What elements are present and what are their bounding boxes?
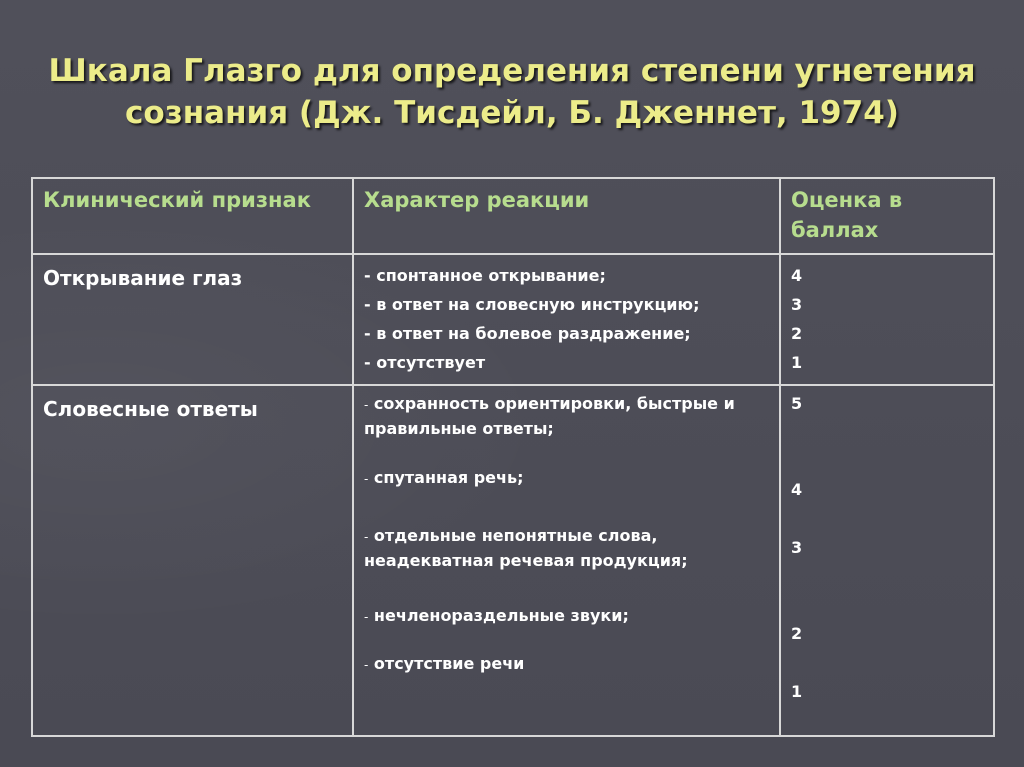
table-row-verbal-response <box>32 385 994 736</box>
score-value: 2 <box>791 324 803 343</box>
slide-title-line-1: Шкала Глазго для определения степени угнетения <box>48 53 976 89</box>
reaction-list-eye-opening <box>353 254 780 385</box>
table-row-eye-opening <box>32 254 994 385</box>
score-value: 1 <box>791 353 803 372</box>
reaction-item: - в ответ на болевое раздражение; <box>364 324 691 343</box>
row-sign-verbal-response: Словесные ответы <box>32 385 353 736</box>
reaction-item <box>364 508 769 594</box>
reaction-dash: - <box>364 472 369 486</box>
reaction-dash: - <box>364 398 369 412</box>
reaction-item <box>364 392 769 450</box>
reaction-dash: - <box>364 530 369 544</box>
reaction-text: нечленораздельные звуки; <box>373 606 629 625</box>
reaction-item <box>364 652 769 677</box>
reaction-item <box>364 450 769 508</box>
score-value: 2 <box>791 624 803 643</box>
reaction-item: - отсутствует <box>364 353 486 372</box>
reaction-dash: - <box>364 610 369 624</box>
reaction-text: сохранность ориентировки, быстрые и правильные ответы; <box>364 394 735 438</box>
header-clinical-sign: Клинический признак <box>32 178 353 254</box>
slide-title-line-2: сознания (Дж. Тисдейл, Б. Дженнет, 1974) <box>125 95 899 131</box>
reaction-dash: - <box>364 658 369 672</box>
score-value: 4 <box>791 266 803 285</box>
reaction-item <box>364 594 769 652</box>
slide-title <box>40 50 984 134</box>
reaction-list-verbal-response <box>353 385 780 736</box>
score-value: 1 <box>791 682 803 701</box>
header-reaction-type: Характер реакции <box>353 178 780 254</box>
score-list-eye-opening <box>780 254 994 385</box>
score-list-verbal-response <box>780 385 994 736</box>
reaction-item: - в ответ на словесную инструкцию; <box>364 295 700 314</box>
reaction-text: отдельные непонятные слова, неадекватная речевая продукция; <box>364 526 688 570</box>
row-sign-eye-opening: Открывание глаз <box>32 254 353 385</box>
score-value: 4 <box>791 480 803 499</box>
table-header-row <box>32 178 994 254</box>
score-value: 3 <box>791 538 803 557</box>
reaction-text: отсутствие речи <box>373 654 525 673</box>
score-value: 5 <box>791 394 803 413</box>
score-value: 3 <box>791 295 803 314</box>
glasgow-scale-table <box>31 177 995 737</box>
header-score: Оценка в баллах <box>780 178 994 254</box>
reaction-item: - спонтанное открывание; <box>364 266 606 285</box>
reaction-text: спутанная речь; <box>373 468 524 487</box>
